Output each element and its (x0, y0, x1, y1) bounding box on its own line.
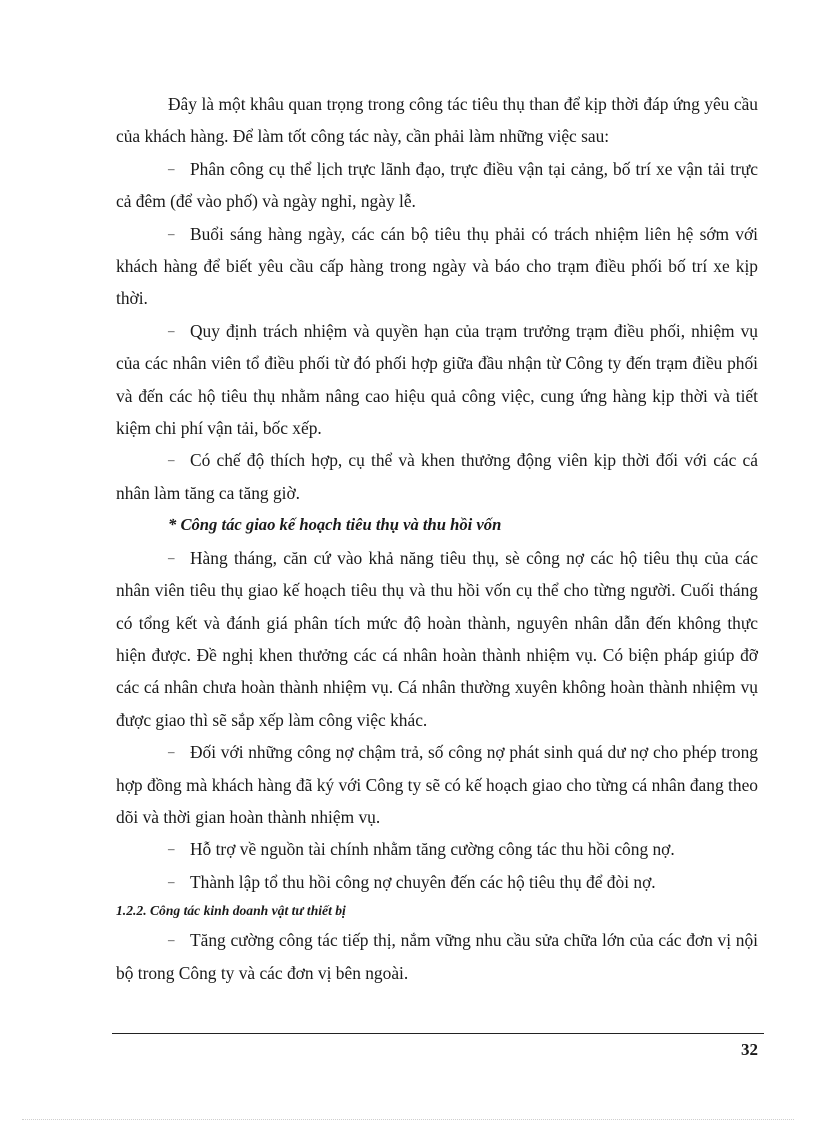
bullet-paragraph (116, 444, 758, 509)
bullet-text: Có chế độ thích hợp, cụ thể và khen thưởng động viên kịp thời đối với các cá nhân làm tăng ca tăng giờ. (116, 450, 758, 503)
bullet-dash: – (168, 452, 175, 468)
bullet-dash: – (168, 841, 175, 857)
bullet-dash: – (168, 932, 175, 948)
bullet-paragraph (116, 866, 758, 898)
bullet-text: Buổi sáng hàng ngày, các cán bộ tiêu thụ phải có trách nhiệm liên hệ sớm với khách hàng để biết yêu cầu cấp hàng trong ngày và báo cho trạm điều phối bố trí xe kịp thời. (116, 223, 758, 309)
bullet-paragraph (116, 315, 758, 445)
bullet-paragraph (116, 924, 758, 989)
intro-paragraph: Đây là một khâu quan trọng trong công tác tiêu thụ than để kịp thời đáp ứng yêu cầu của khách hàng. Để làm tốt công tác này, cần phải làm những việc sau: (116, 94, 758, 147)
page-edge-divider (22, 1119, 794, 1120)
bullet-paragraph (116, 542, 758, 736)
footer-divider (112, 1033, 764, 1034)
bullet-text: Quy định trách nhiệm và quyền hạn của trạm trưởng trạm điều phối, nhiệm vụ của các nhân viên tổ điều phối từ đó phối hợp giữa đầu nhận từ Công ty đến trạm điều phối và đến các hộ tiêu thụ nhằm nâng cao hiệu quả công việc, cung ứng hàng kịp thời và tiết kiệm chi phí vận tải, bốc xếp. (116, 320, 758, 439)
bullet-paragraph (116, 833, 758, 865)
bullet-paragraph (116, 218, 758, 315)
bullet-text: Hỗ trợ về nguồn tài chính nhằm tăng cường công tác thu hồi công nợ. (190, 839, 675, 860)
bullet-dash: – (168, 160, 175, 176)
bullet-text: Thành lập tổ thu hồi công nợ chuyên đến các hộ tiêu thụ để đòi nợ. (190, 871, 656, 892)
subsection-heading: 1.2.2. Công tác kinh doanh vật tư thiết bị (116, 903, 346, 919)
bullet-paragraph (116, 153, 758, 218)
bullet-dash: – (168, 744, 175, 760)
bullet-text: Hàng tháng, căn cứ vào khả năng tiêu thụ, sè công nợ các hộ tiêu thụ của các nhân viên tiêu thụ giao kế hoạch tiêu thụ và thu hồi vốn cụ thể cho từng người. Cuối tháng có tổng kết và đánh giá phân tích mức độ hoàn thành, nguyên nhân dẫn đến không thực hiện được. Đề nghị khen thưởng các cá nhân hoàn thành nhiệm vụ. Có biện pháp giúp đỡ các cá nhân chưa hoàn thành nhiệm vụ. Cá nhân thường xuyên không hoàn thành nhiệm vụ được giao thì sẽ sắp xếp làm công việc khác. (116, 547, 758, 730)
section-heading: * Công tác giao kế hoạch tiêu thụ và thu hồi vốn (168, 515, 502, 535)
page-body (116, 88, 758, 989)
bullet-text: Phân công cụ thể lịch trực lãnh đạo, trực điều vận tại cảng, bố trí xe vận tải trực cả đêm (để vào phố) và ngày nghỉ, ngày lễ. (116, 158, 758, 212)
bullet-text: Đối với những công nợ chậm trả, số công nợ phát sinh quá dư nợ cho phép trong hợp đồng mà khách hàng đã ký với Công ty sẽ có kế hoạch giao cho từng cá nhân đang theo dõi và thời gian hoàn thành nhiệm vụ. (116, 742, 758, 827)
bullet-text: Tăng cường công tác tiếp thị, nắm vững nhu cầu sửa chữa lớn của các đơn vị nội bộ trong Công ty và các đơn vị bên ngoài. (116, 930, 758, 983)
bullet-dash: – (168, 873, 175, 889)
bullet-dash: – (168, 549, 175, 565)
bullet-paragraph (116, 736, 758, 833)
bullet-dash: – (168, 225, 175, 241)
bullet-dash: – (168, 322, 175, 338)
page-number: 32 (741, 1040, 758, 1059)
